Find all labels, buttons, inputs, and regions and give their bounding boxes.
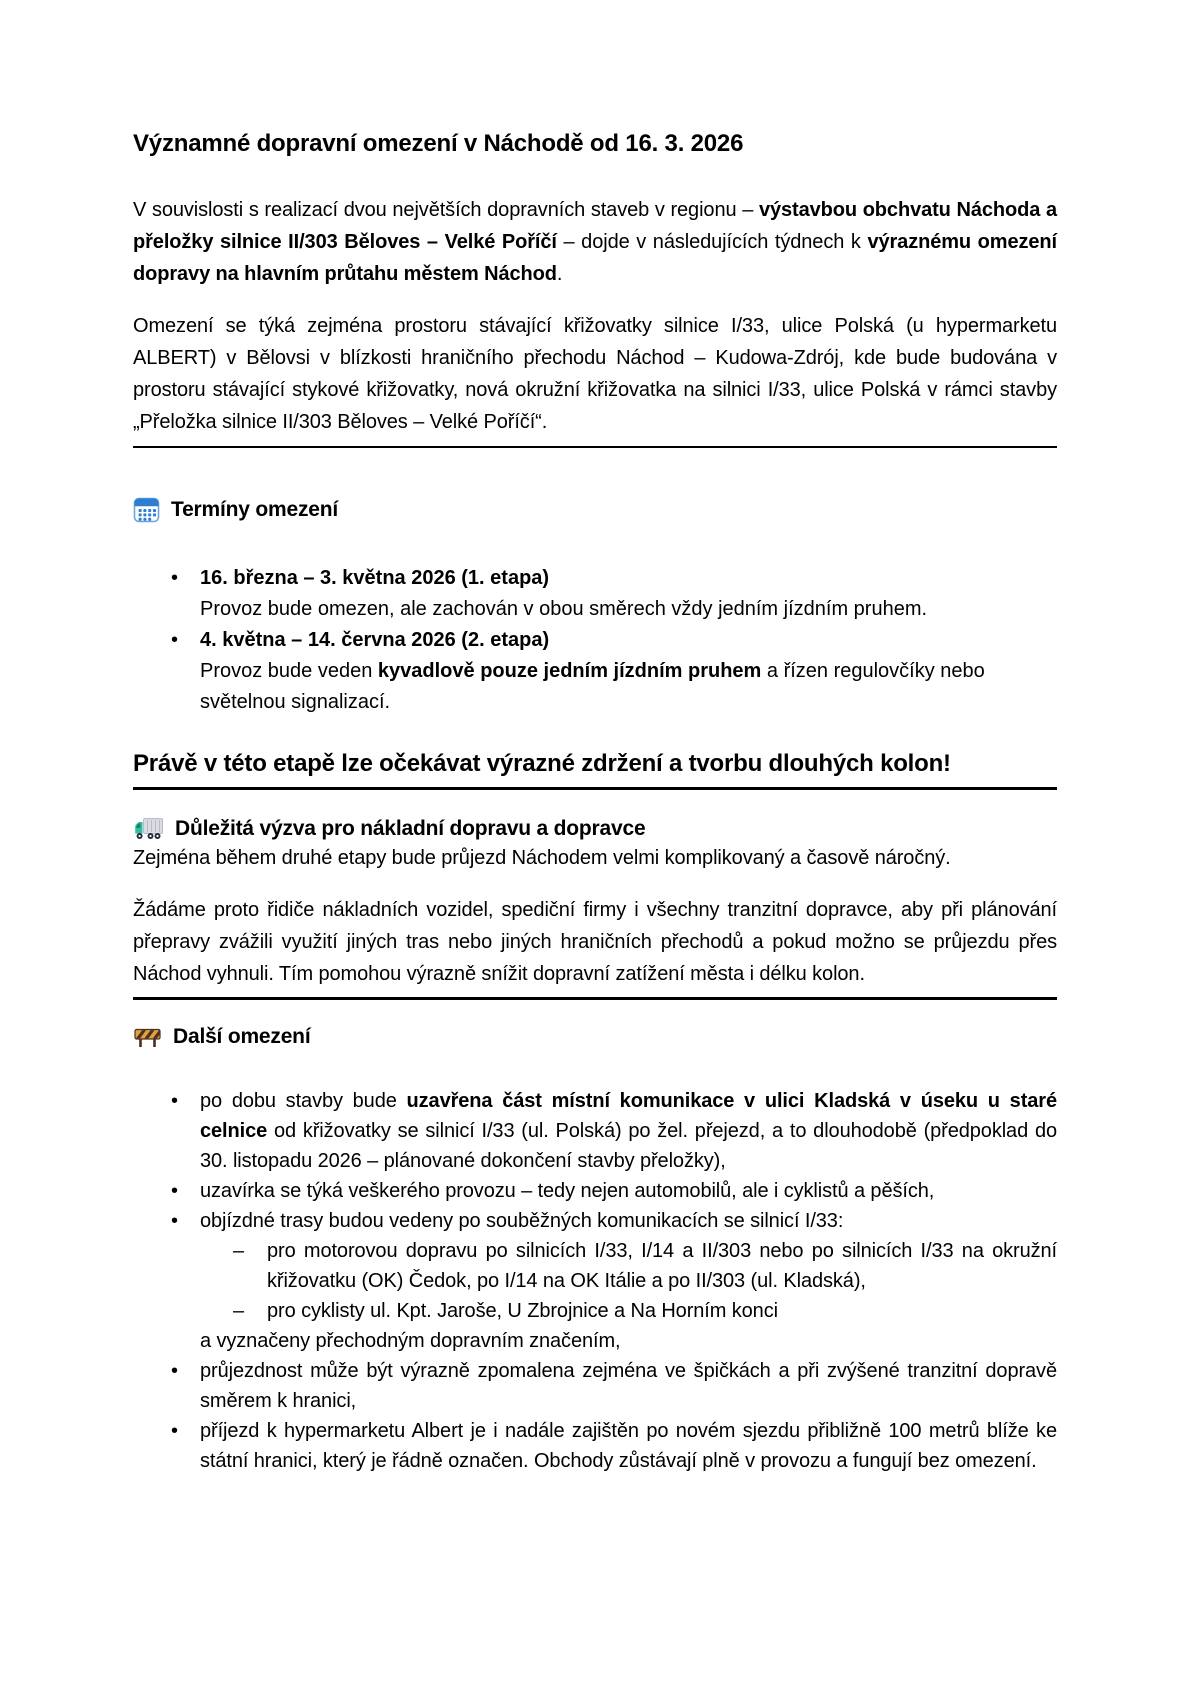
stage-2-description: Provoz bude veden kyvadlově pouze jedním jízdním pruhem a řízen regulovčíky nebo světelnou signalizací. <box>200 660 985 713</box>
detour-closing-line: a vyznačeny přechodným dopravním značením, <box>200 1330 621 1352</box>
section-heading-label: Další omezení <box>173 1025 311 1048</box>
terminy-list <box>133 563 1057 718</box>
sub-list-item-text: pro cyklisty ul. Kpt. Jaroše, U Zbrojnice a Na Horním konci <box>267 1300 778 1322</box>
section-heading-dalsi <box>133 1024 1057 1050</box>
list-item <box>133 625 1057 718</box>
vyzva-paragraph-1: Zejména během druhé etapy bude průjezd Náchodem velmi komplikovaný a časově náročný. <box>133 847 951 869</box>
intro-paragraph-1: V souvislosti s realizací dvou největších dopravních staveb v regionu – výstavbou obchvatu Náchoda a přeložky silnice II/303 Běloves – Velké Poříčí – dojde v následujících týdnech k výraznému omezení dopravy na hlavním průtahu městem Náchod. <box>133 199 1057 285</box>
detour-sublist <box>200 1236 1057 1326</box>
list-item <box>133 1416 1057 1476</box>
stage-2-dates: • 4. května – 14. června 2026 (2. etapa) <box>200 629 550 651</box>
section-heading-vyzva <box>133 816 1057 842</box>
construction-barrier-icon <box>133 1024 162 1050</box>
intro-paragraph-2: Omezení se týká zejména prostoru stávající křižovatky silnice I/33, ulice Polská (u hypermarketu ALBERT) v Bělovsi v blízkosti hraničního přechodu Náchod – Kudowa-Zdrój, kde bude budována v prostoru stávající stykové křižovatky, nová okružní křižovatka na silnici I/33, ulice Polská v rámci stavby „Přeložka silnice II/303 Běloves – Velké Poříčí“. <box>133 310 1057 448</box>
sub-list-item <box>200 1296 1057 1326</box>
calendar-icon <box>133 496 160 523</box>
list-item <box>133 1356 1057 1416</box>
stage-1-dates: • 16. března – 3. května 2026 (1. etapa) <box>200 567 550 589</box>
stage-1-description: Provoz bude omezen, ale zachován v obou směrech vždy jedním jízdním pruhem. <box>200 598 928 620</box>
list-item-text: průjezdnost může být výrazně zpomalena zejména ve špičkách a při zvýšené tranzitní dopravě směrem k hranici, <box>200 1360 1057 1412</box>
truck-icon <box>133 816 164 842</box>
list-item-text: příjezd k hypermarketu Albert je i nadále zajištěn po novém sjezdu přibližně 100 metrů blíže ke státní hranici, který je řádně označen. Obchody zůstávají plně v provozu a fungují bez omezení. <box>200 1420 1057 1472</box>
dalsi-list <box>133 1086 1057 1476</box>
sub-list-item <box>200 1236 1057 1296</box>
list-item-text: uzavírka se týká veškerého provozu – tedy nejen automobilů, ale i cyklistů a pěších, <box>200 1180 935 1202</box>
list-item-text: po dobu stavby bude uzavřena část místní komunikace v ulici Kladská v úseku u staré celnice od křižovatky se silnicí I/33 (ul. Polská) po žel. přejezd, a to dlouhodobě (předpoklad do 30. listopadu 2026 – plánované dokončení stavby přeložky), <box>200 1090 1057 1172</box>
vyzva-paragraph-2: Žádáme proto řidiče nákladních vozidel, spediční firmy i všechny tranzitní dopravce, aby při plánování přepravy zvážili využití jiných tras nebo jiných hraničních přechodů a pokud možno se průjezdu přes Náchod vyhnuli. Tím pomohou výrazně snížit dopravní zatížení města i délku kolon. <box>133 894 1057 1000</box>
list-item <box>133 563 1057 625</box>
list-item <box>133 1086 1057 1176</box>
section-heading-label: Důležitá výzva pro nákladní dopravu a dopravce <box>175 817 646 840</box>
sub-list-item-text: pro motorovou dopravu po silnicích I/33, I/14 a II/303 nebo po silnicích I/33 na okružní křižovatku (OK) Čedok, po I/14 na OK Itálie a po II/303 (ul. Kladská), <box>267 1240 1057 1292</box>
section-heading-terminy <box>133 496 1057 523</box>
section-heading-label: Termíny omezení <box>171 497 338 521</box>
warning-heading: Právě v této etapě lze očekávat výrazné zdržení a tvorbu dlouhých kolon! <box>133 748 1057 790</box>
page-title: Významné dopravní omezení v Náchodě od 16. 3. 2026 <box>133 130 744 157</box>
list-item <box>133 1176 1057 1206</box>
list-item-text: objízdné trasy budou vedeny po souběžných komunikacích se silnicí I/33: <box>200 1210 844 1232</box>
list-item <box>133 1206 1057 1356</box>
